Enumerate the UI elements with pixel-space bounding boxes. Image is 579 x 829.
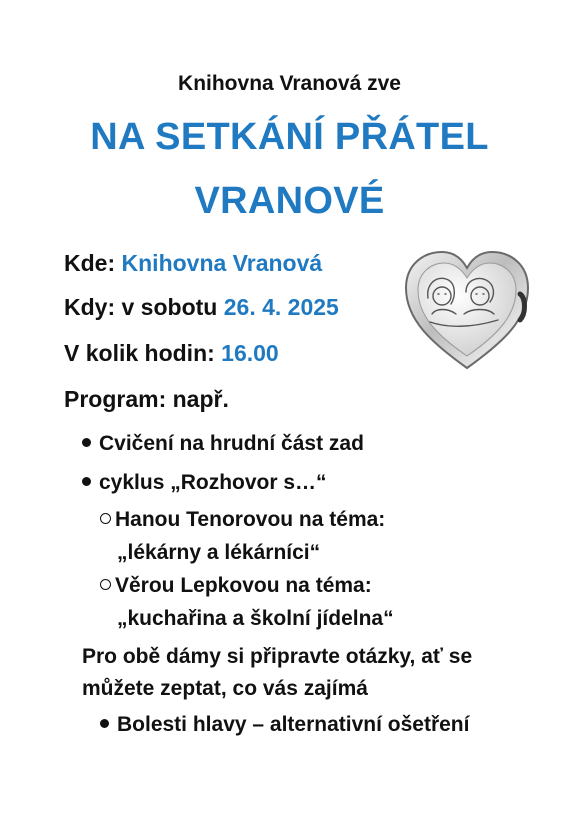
sub-item-continuation: „kuchařina a školní jídelna“ <box>117 607 394 630</box>
note-line: můžete zeptat, co vás zajímá <box>82 677 368 700</box>
when-value: 26. 4. 2025 <box>223 294 339 320</box>
program-item-text: Cvičení na hrudní část zad <box>99 432 364 455</box>
sub-item-continuation: „lékárny a lékárníci“ <box>117 541 321 564</box>
when-row <box>64 294 339 321</box>
event-title-line2: VRANOVÉ <box>194 180 385 222</box>
bullet-icon <box>100 719 109 728</box>
sub-item <box>100 574 372 598</box>
circle-bullet-icon <box>100 513 111 524</box>
sub-item <box>100 508 385 532</box>
program-item-text: Bolesti hlavy – alternativní ošetření <box>117 713 470 736</box>
event-title-line1: NA SETKÁNÍ PŘÁTEL <box>90 116 489 158</box>
where-value: Knihovna Vranová <box>121 250 323 276</box>
time-row <box>64 340 279 367</box>
where-label: Kde: <box>64 250 116 276</box>
event-subtitle: Knihovna Vranová zve <box>178 72 401 95</box>
bullet-icon <box>82 477 91 486</box>
bullet-icon <box>82 438 91 447</box>
sub-item-text: Věrou Lepkovou na téma: <box>115 574 372 597</box>
program-item <box>82 432 364 456</box>
when-label: Kdy: v sobotu <box>64 294 218 320</box>
circle-bullet-icon <box>100 579 111 590</box>
time-label: V kolik hodin: <box>64 340 215 366</box>
program-item-text: cyklus „Rozhovor s…“ <box>99 471 327 494</box>
note-line: Pro obě dámy si připravte otázky, ať se <box>82 645 473 668</box>
sub-item-text: Hanou Tenorovou na téma: <box>115 508 386 531</box>
program-item <box>82 471 327 495</box>
heart-charm-icon <box>402 248 532 373</box>
where-row <box>64 250 322 277</box>
time-value: 16.00 <box>221 340 279 366</box>
program-item <box>100 713 469 737</box>
program-label: Program: např. <box>64 386 229 412</box>
